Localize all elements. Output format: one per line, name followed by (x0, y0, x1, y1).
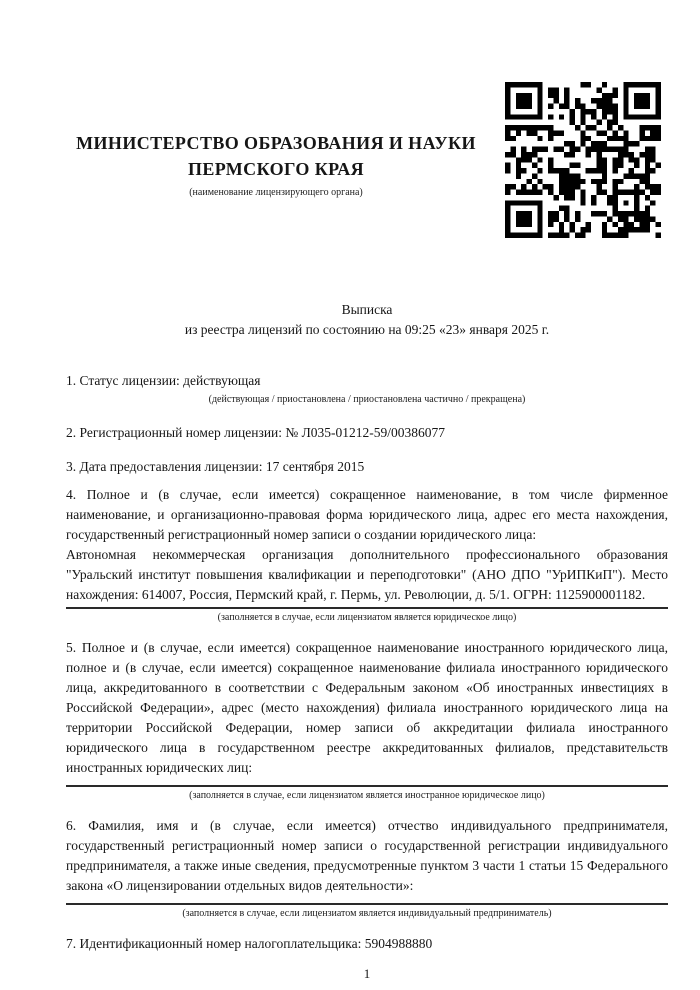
license-status-text: 1. Статус лицензии: действующая (66, 373, 261, 388)
foreign-entity-question: 5. Полное и (в случае, если имеется) сокращенное наименование иностранного юридического лица, полное и (в случае, если имеется) сокращенное наименование филиала иностранного юридического лица, аккредитованного в соответствии с Федеральным законом «Об иностранных инвестициях в Российской Федерации», адрес (место нахождения) филиала иностранного юридического лица на территории Российской Федерации, номер записи об аккредитации филиала иностранного юридического лица в государственном реестре аккредитованных филиалов, представительств иностранных юридических лиц: (66, 640, 668, 775)
legal-entity-answer: Автономная некоммерческая организация дополнительного профессионального образования "Уральский институт повышения квалификации и переподготовки" (АНО ДПО "УрИПКиП"). Место нахождения: 614007, Россия, Пермский край, г. Пермь, ул. Революции, д. 5/1. ОГРН: 1125900001182. (66, 547, 668, 602)
field-individual-entrepreneur (66, 816, 668, 920)
field-legal-entity (66, 485, 668, 624)
document-title-line1: Выписка (341, 302, 393, 317)
entrepreneur-question: 6. Фамилия, имя и (в случае, если имеется) отчество индивидуального предпринимателя, государственный регистрационный номер записи о государственной регистрации индивидуального предпринимателя, а также иные сведения, предусмотренные пунктом 3 части 1 статьи 15 Федерального закона «О лицензировании отдельных видов деятельности»: (66, 818, 668, 893)
licensing-authority-header (62, 130, 490, 199)
document-title (66, 300, 668, 340)
field-taxpayer-number: 7. Идентификационный номер налогоплательщика: 5904988880 (66, 936, 433, 951)
fill-line (66, 785, 668, 787)
fill-line (66, 903, 668, 905)
license-status-note: (действующая / приостановлена / приостановлена частично / прекращена) (208, 394, 526, 405)
legal-entity-note: (заполняется в случае, если лицензиатом является юридическое лицо) (217, 612, 517, 623)
field-registration-number: 2. Регистрационный номер лицензии: № Л035-01212-59/00386077 (66, 425, 446, 440)
ministry-name-line2: ПЕРМСКОГО КРАЯ (187, 159, 365, 179)
entrepreneur-note: (заполняется в случае, если лицензиатом является индивидуальный предприниматель) (182, 908, 552, 919)
ministry-name-line1: МИНИСТЕРСТВО ОБРАЗОВАНИЯ И НАУКИ (76, 133, 476, 153)
legal-entity-question: 4. Полное и (в случае, если имеется) сокращенное наименование, в том числе фирменное наименование, и организационно-правовая форма юридического лица, адрес его места нахождения, государственный регистрационный номер записи о создании юридического лица: (66, 487, 668, 542)
fill-line (66, 607, 668, 609)
field-license-grant-date: 3. Дата предоставления лицензии: 17 сентября 2015 (66, 459, 365, 474)
field-license-status (66, 371, 668, 406)
page-number: 1 (363, 966, 371, 981)
document-body (66, 300, 668, 984)
field-foreign-entity (66, 638, 668, 802)
document-title-line2: из реестра лицензий по состоянию на 09:25 «23» января 2025 г. (184, 322, 550, 337)
qr-code (505, 82, 661, 238)
foreign-entity-note: (заполняется в случае, если лицензиатом является иностранное юридическое лицо) (189, 790, 545, 801)
licensing-authority-caption: (наименование лицензирующего органа) (189, 187, 363, 198)
